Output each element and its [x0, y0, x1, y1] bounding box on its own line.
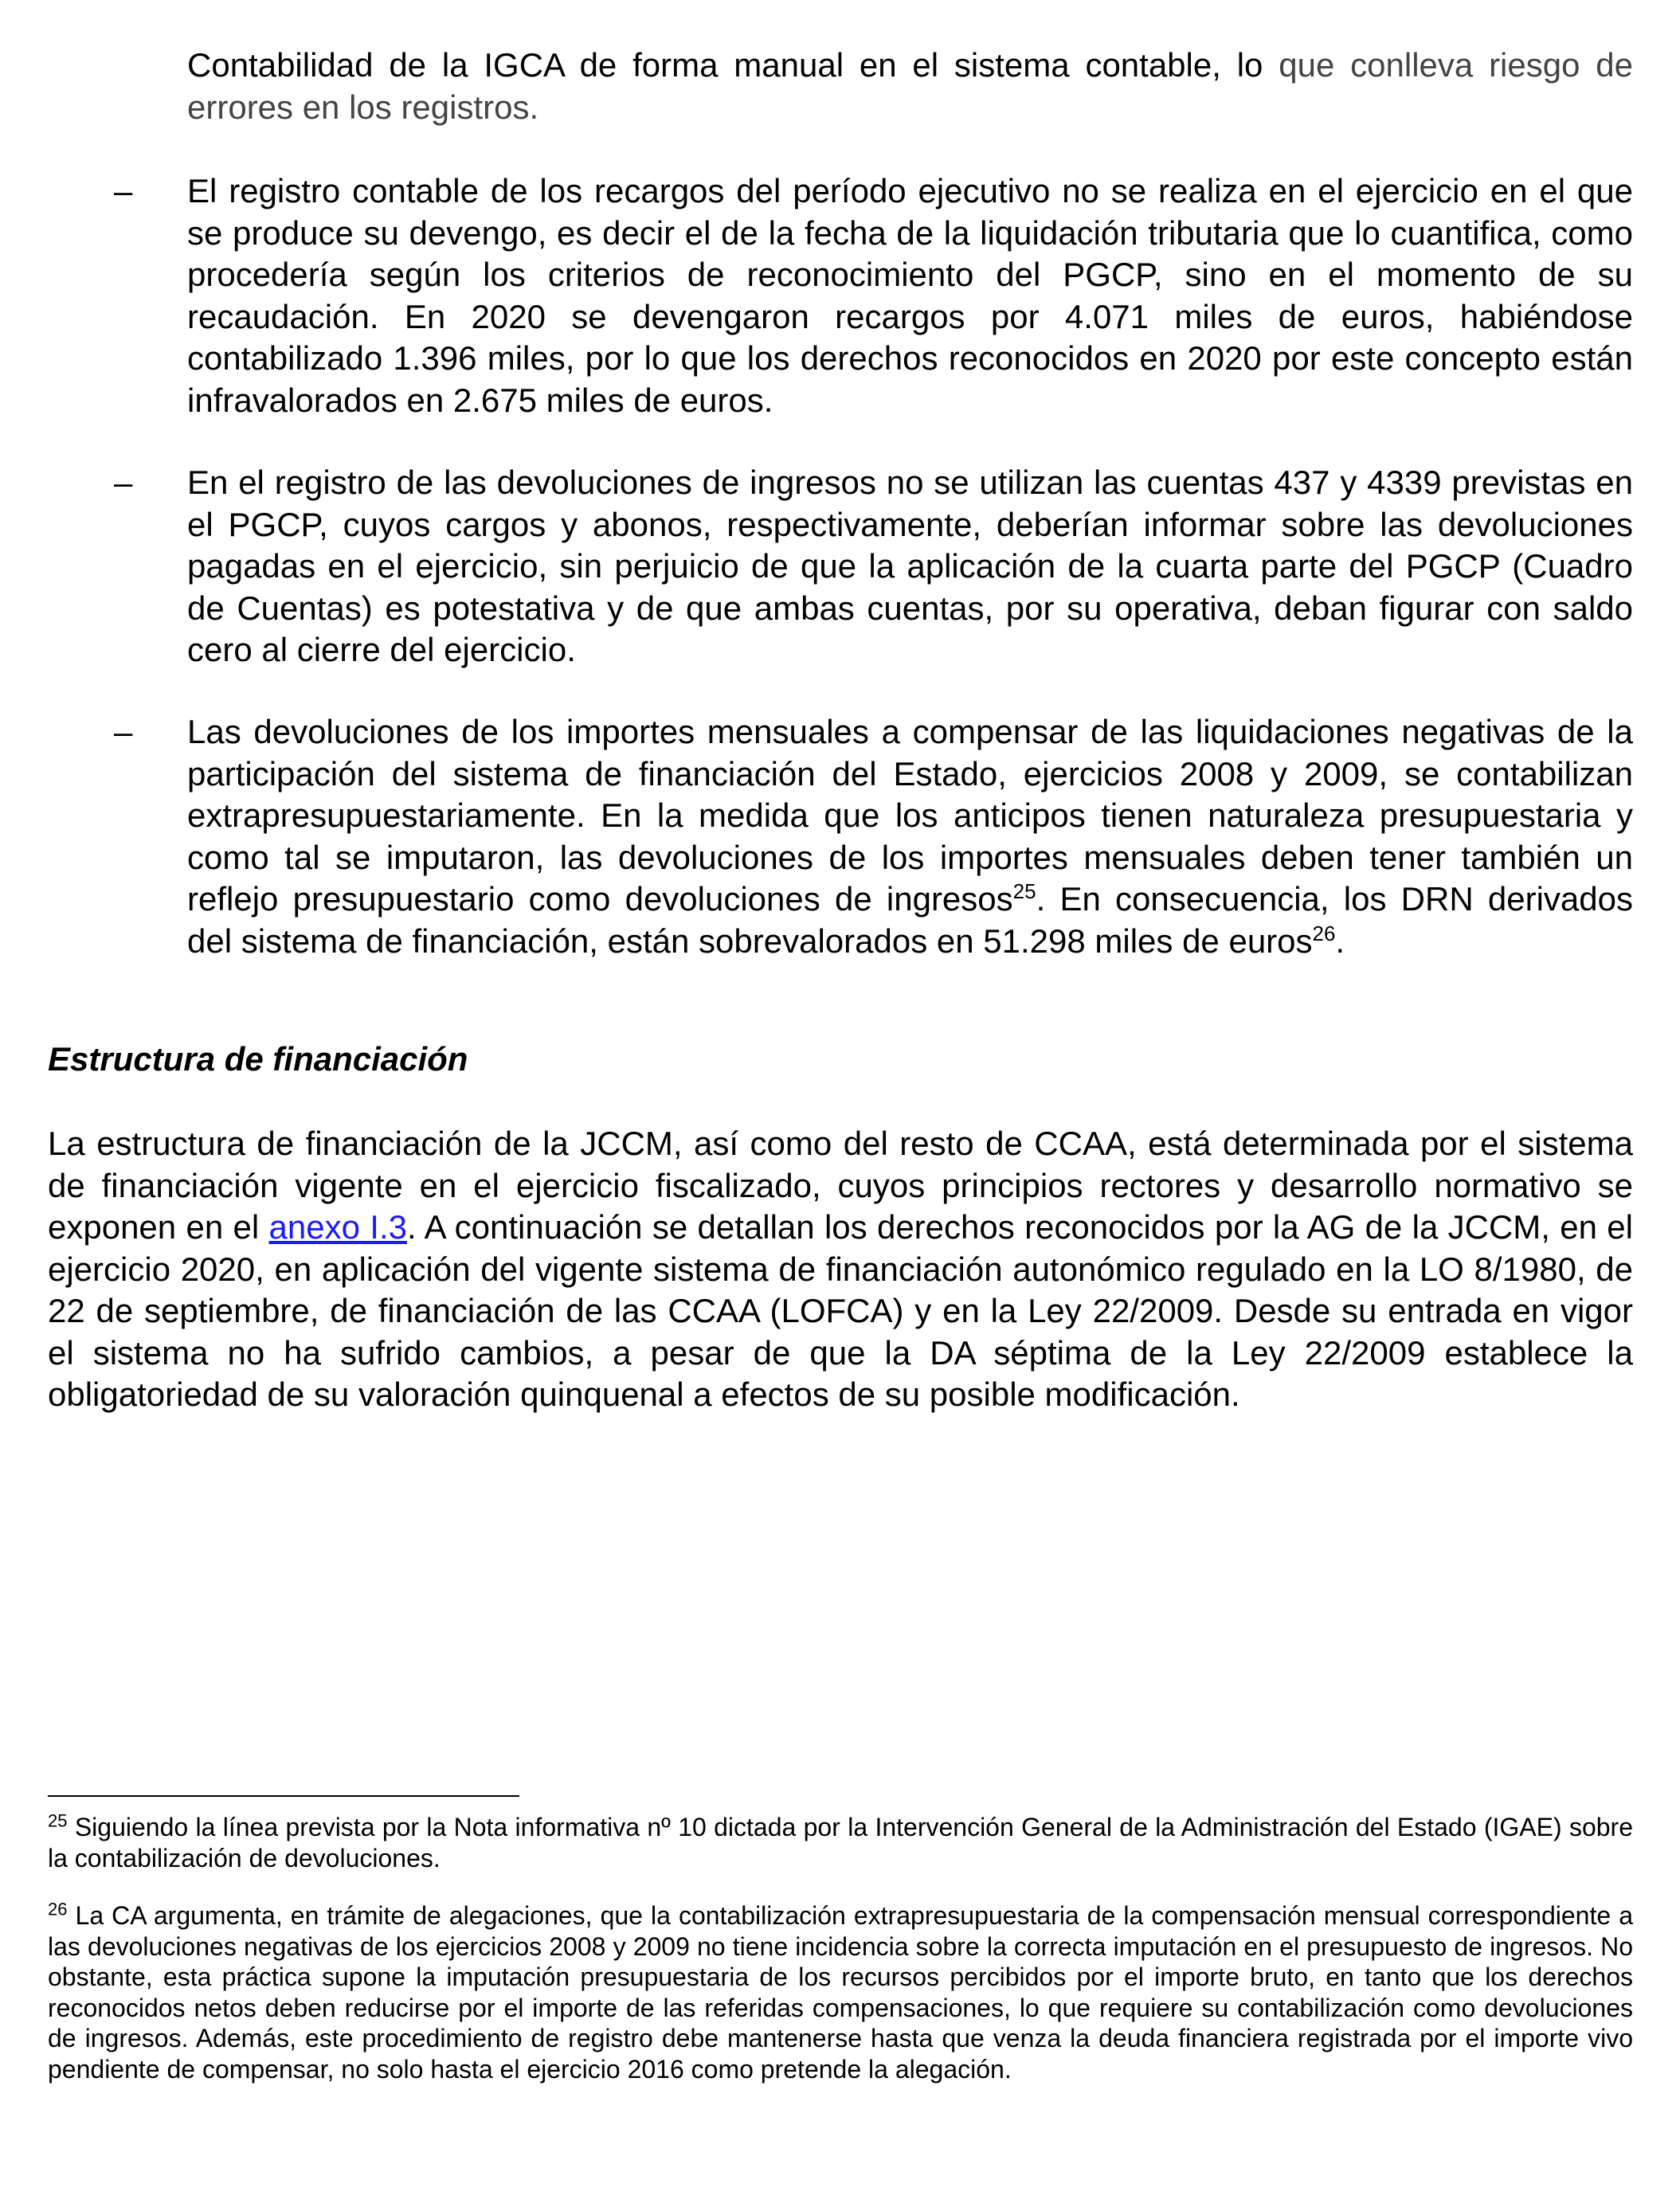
section-heading: Estructura de financiación — [48, 1040, 468, 1078]
footnote-ref-26[interactable]: 26 — [1312, 921, 1336, 945]
continuation-paragraph — [187, 45, 1633, 128]
section-text: La estructura de financiación de la JCCM, así como del resto de CCAA, está determinada por el sistema de financiación vigente en el ejercicio fiscalizado, cuyos principios rectores y desarrollo normativo se exponen en el — [48, 1125, 1633, 1246]
footnote-26 — [48, 1900, 1633, 2084]
footnote-number: 26 — [48, 1899, 68, 1919]
bullet-text-part: . — [1335, 922, 1345, 960]
bullet-dash: – — [114, 464, 133, 501]
bullet-text: El registro contable de los recargos del período ejecutivo no se realiza en el ejercicio en el que se produce su devengo, es decir el de la fecha de la liquidación tributaria que lo cuantifica, como procedería según los criterios de reconocimiento del PGCP, sino en el momento de su recaudación. En 2020 se devengaron recargos por 4.071 miles de euros, habiéndose contabilizado 1.396 miles, por lo que los derechos reconocidos en 2020 por este concepto están infravalorados en 2.675 miles de euros. — [187, 172, 1633, 419]
continuation-text-muted: que conlleva riesgo de errores en los registros. — [187, 46, 1633, 126]
bullet-text: En el registro de las devoluciones de ingresos no se utilizan las cuentas 437 y 4339 previstas en el PGCP, cuyos cargos y abonos, respectivamente, deberían informar sobre las devoluciones pagadas en el ejercicio, sin perjuicio de que la aplicación de la cuarta parte del PGCP (Cuadro de Cuentas) es potestativa y de que ambas cuentas, por su operativa, deban figurar con saldo cero al cierre del ejercicio. — [187, 464, 1633, 668]
bullet-text-part: . En consecuencia, los DRN derivados del sistema de financiación, están sobrevalorados en 51.298 miles de euros — [187, 880, 1633, 960]
footnote-text: Siguiendo la línea prevista por la Nota informativa nº 10 dictada por la Intervención General de la Administración del Estado (IGAE) sobre la contabilización de devoluciones. — [48, 1813, 1633, 1873]
section-text: . A continuación se detallan los derechos reconocidos por la AG de la JCCM, en el ejercicio 2020, en aplicación del vigente sistema de financiación autonómico regulado en la LO 8/1980, de 22 de septiembre, de financiación de las CCAA (LOFCA) y en la Ley 22/2009. Desde su entrada en vigor el sistema no ha sufrido cambios, a pesar de que la DA séptima de la Ley 22/2009 establece la obligatoriedad de su valoración quinquenal a efectos de su posible modificación. — [48, 1208, 1633, 1413]
footnote-25 — [48, 1812, 1633, 1873]
bullet-dash: – — [114, 713, 133, 750]
footnote-ref-25[interactable]: 25 — [1012, 879, 1036, 903]
bullet-text-part: Las devoluciones de los importes mensuales a compensar de las liquidaciones negativas de la participación del sistema de financiación del Estado, ejercicios 2008 y 2009, se contabilizan extrapresupuestariamente. En la medida que los anticipos tienen naturaleza presupuestaria y como tal se imputaron, las devoluciones de los importes mensuales deben tener también un reflejo presupuestario como devoluciones de ingresos — [187, 713, 1633, 918]
annex-link[interactable]: anexo I.3 — [268, 1208, 407, 1246]
footnote-divider — [48, 1795, 519, 1797]
continuation-text: Contabilidad de la IGCA de forma manual en el sistema contable, lo — [187, 46, 1279, 84]
footnote-text: La CA argumenta, en trámite de alegaciones, que la contabilización extrapresupuestaria de la compensación mensual correspondiente a las devoluciones negativas de los ejercicios 2008 y 2009 no tiene incidencia sobre la correcta imputación en el presupuesto de ingresos. No obstante, esta práctica supone la imputación presupuestaria de los recursos percibidos por el importe bruto, en tanto que los derechos reconocidos netos deben reducirse por el importe de las referidas compensaciones, lo que requiere su contabilización como devoluciones de ingresos. Además, este procedimiento de registro debe mantenerse hasta que venza la deuda financiera registrada por el importe vivo pendiente de compensar, no solo hasta el ejercicio 2016 como pretende la alegación. — [48, 1901, 1633, 2084]
bullet-dash: – — [114, 172, 133, 209]
section-paragraph — [48, 1123, 1633, 1416]
footnote-number: 25 — [48, 1810, 68, 1831]
bullet-text — [187, 711, 1633, 962]
